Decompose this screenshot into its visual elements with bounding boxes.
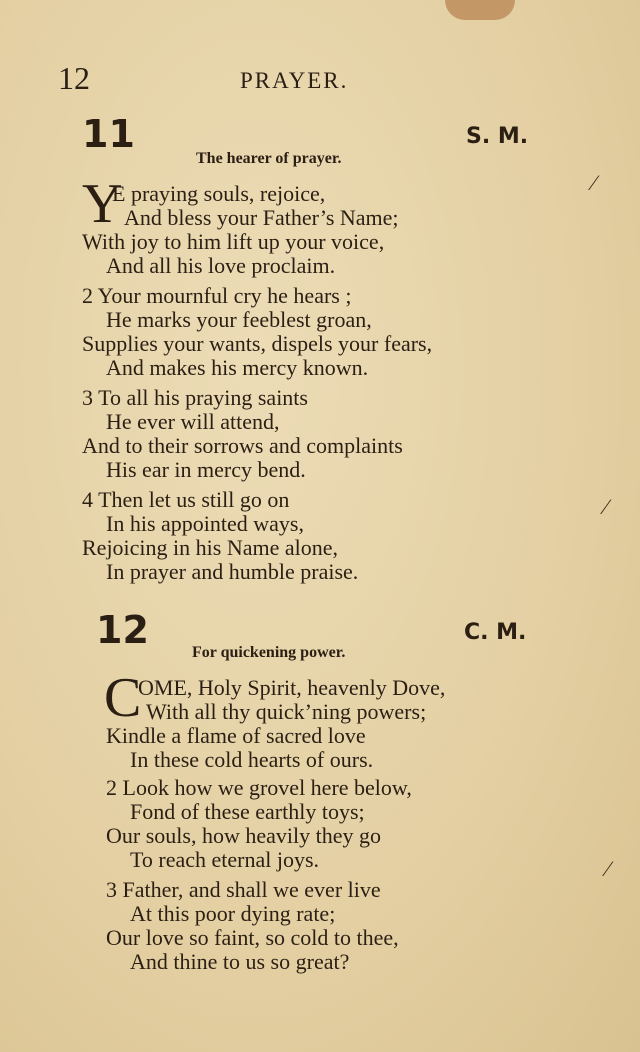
verse-line: Supplies your wants, dispels your fears,: [82, 331, 433, 356]
verse-line: OME, Holy Spirit, heavenly Dove,: [138, 675, 446, 700]
verse-line: 3 To all his praying saints: [82, 385, 308, 410]
drop-cap: Y: [82, 173, 123, 235]
verse-line: Our love so faint, so cold to thee,: [106, 925, 399, 950]
paper-stain: [445, 0, 515, 20]
hymn-subtitle: The hearer of prayer.: [196, 150, 342, 167]
hymn-subtitle: For quickening power.: [192, 644, 346, 661]
verse-line: Rejoicing in his Name alone,: [82, 535, 338, 560]
verse-line: And all his love proclaim.: [106, 253, 336, 278]
hymn-meter: C. M.: [464, 620, 527, 645]
verse-line: E praying souls, rejoice,: [112, 181, 326, 206]
pencil-mark: ⁄: [592, 170, 596, 195]
drop-cap: C: [104, 667, 142, 729]
verse-line: 2 Your mournful cry he hears ;: [82, 283, 352, 308]
verse-line: And bless your Father’s Name;: [124, 205, 399, 230]
verse-line: Our souls, how heavily they go: [106, 823, 381, 848]
verse-line: With joy to him lift up your voice,: [82, 229, 385, 254]
verse-line: In prayer and humble praise.: [106, 559, 359, 584]
verse-line: 2 Look how we grovel here below,: [106, 775, 412, 800]
running-head: [0, 60, 640, 100]
pencil-mark: ⁄: [604, 494, 608, 519]
verse-line: In these cold hearts of ours.: [130, 747, 374, 772]
verse-line: His ear in mercy bend.: [106, 457, 306, 482]
verse-line: Fond of these earthly toys;: [130, 799, 365, 824]
verse-line: He marks your feeblest groan,: [106, 307, 372, 332]
page-number: 12: [58, 60, 90, 96]
verse-line: And makes his mercy known.: [106, 355, 369, 380]
verse-line: At this poor dying rate;: [130, 901, 336, 926]
verse-line: To reach eternal joys.: [130, 847, 320, 872]
page-title: PRAYER.: [240, 68, 349, 93]
verse-line: He ever will attend,: [106, 409, 280, 434]
verse-line: 3 Father, and shall we ever live: [106, 877, 381, 902]
pencil-mark: ⁄: [606, 856, 610, 881]
verse-line: And thine to us so great?: [130, 949, 350, 974]
verse-line: 4 Then let us still go on: [82, 487, 290, 512]
verse-line: Kindle a flame of sacred love: [106, 723, 366, 748]
verse-line: With all thy quick’ning powers;: [146, 699, 427, 724]
hymn-number: 12: [96, 608, 149, 652]
hymn-number: 11: [82, 112, 135, 156]
verse-line: In his appointed ways,: [106, 511, 304, 536]
hymn-header: [0, 608, 640, 678]
hymn-meter: S. M.: [466, 124, 529, 149]
hymn-header: [0, 112, 640, 182]
verse-line: And to their sorrows and complaints: [82, 433, 403, 458]
